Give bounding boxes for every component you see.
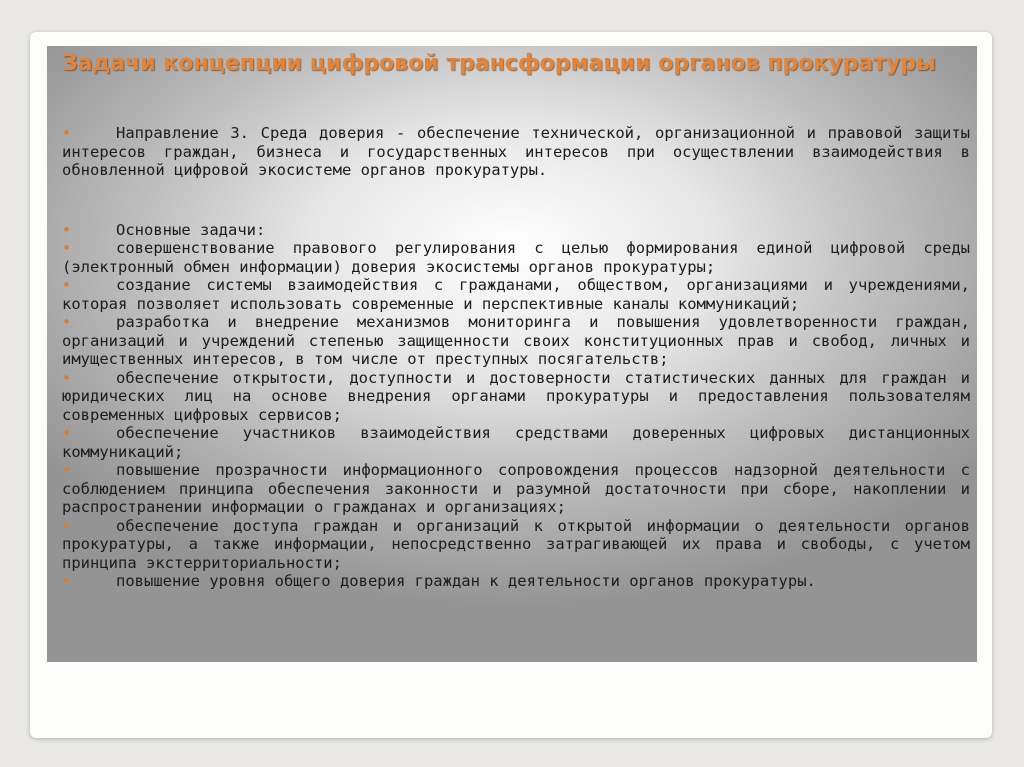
task-text: разработка и внедрение механизмов мониторинга и повышения удовлетворенности граждан, организаций и учреждений степенью защищенности своих конституционных прав и свобод, личных и имущественных интересов, в том числе от преступных посягательств; [62,313,970,368]
task-text: совершенствование правового регулирования с целью формирования единой цифровой среды (электронный обмен информации) доверия экосистемы органов прокуратуры; [62,239,970,276]
task-text: обеспечение открытости, доступности и достоверности статистических данных для граждан и юридических лиц на основе внедрения органами прокуратуры и предоставления пользователям современных цифровых сервисов; [62,368,970,424]
spacer [62,180,970,221]
task-item [62,239,970,276]
bullet-icon: • [62,572,72,590]
bullet-icon: • [62,424,72,442]
slide-content [62,124,970,591]
task-item [62,517,970,573]
task-item [62,313,970,369]
task-item [62,369,970,425]
task-item [62,424,970,461]
bullet-icon: • [62,516,72,535]
intro-item [62,124,970,180]
bullet-icon: • [62,220,72,239]
task-text: повышение прозрачности информационного сопровождения процессов надзорной деятельности с соблюдением принципа обеспечения законности и разумной достаточности при сборе, накоплении и распространении информации о гражданах и организациях; [62,461,970,516]
bullet-icon: • [62,313,72,331]
slide-title: Задачи концепции цифровой трансформации органов прокуратуры [62,51,936,76]
task-text: обеспечение доступа граждан и организаций к открытой информации о деятельности органов прокуратуры, а также информации, непосредственно затрагивающей их права и свободы, с учетом принципа экстерриториальности; [62,516,970,572]
bullet-icon: • [62,124,72,142]
bullet-icon: • [62,276,72,294]
task-text: обеспечение участников взаимодействия средствами доверенных цифровых дистанционных коммуникаций; [62,424,970,461]
task-item [62,572,970,591]
bullet-icon: • [62,461,72,479]
tasks-heading-item [62,221,970,240]
task-text: повышение уровня общего доверия граждан к деятельности органов прокуратуры. [116,572,816,590]
task-text: создание системы взаимодействия с гражданами, обществом, организациями и учреждениями, которая позволяет использовать современные и перспективные каналы коммуникаций; [62,276,970,313]
intro-text: Направление 3. Среда доверия - обеспечение технической, организационной и правовой защиты интересов граждан, бизнеса и государственных интересов при осуществлении взаимодействия в обновленной цифровой экосистеме органов прокуратуры. [62,124,970,179]
task-item [62,276,970,313]
task-item [62,461,970,517]
bullet-icon: • [62,239,72,257]
bullet-icon: • [62,368,72,387]
tasks-heading: Основные задачи: [116,220,266,239]
